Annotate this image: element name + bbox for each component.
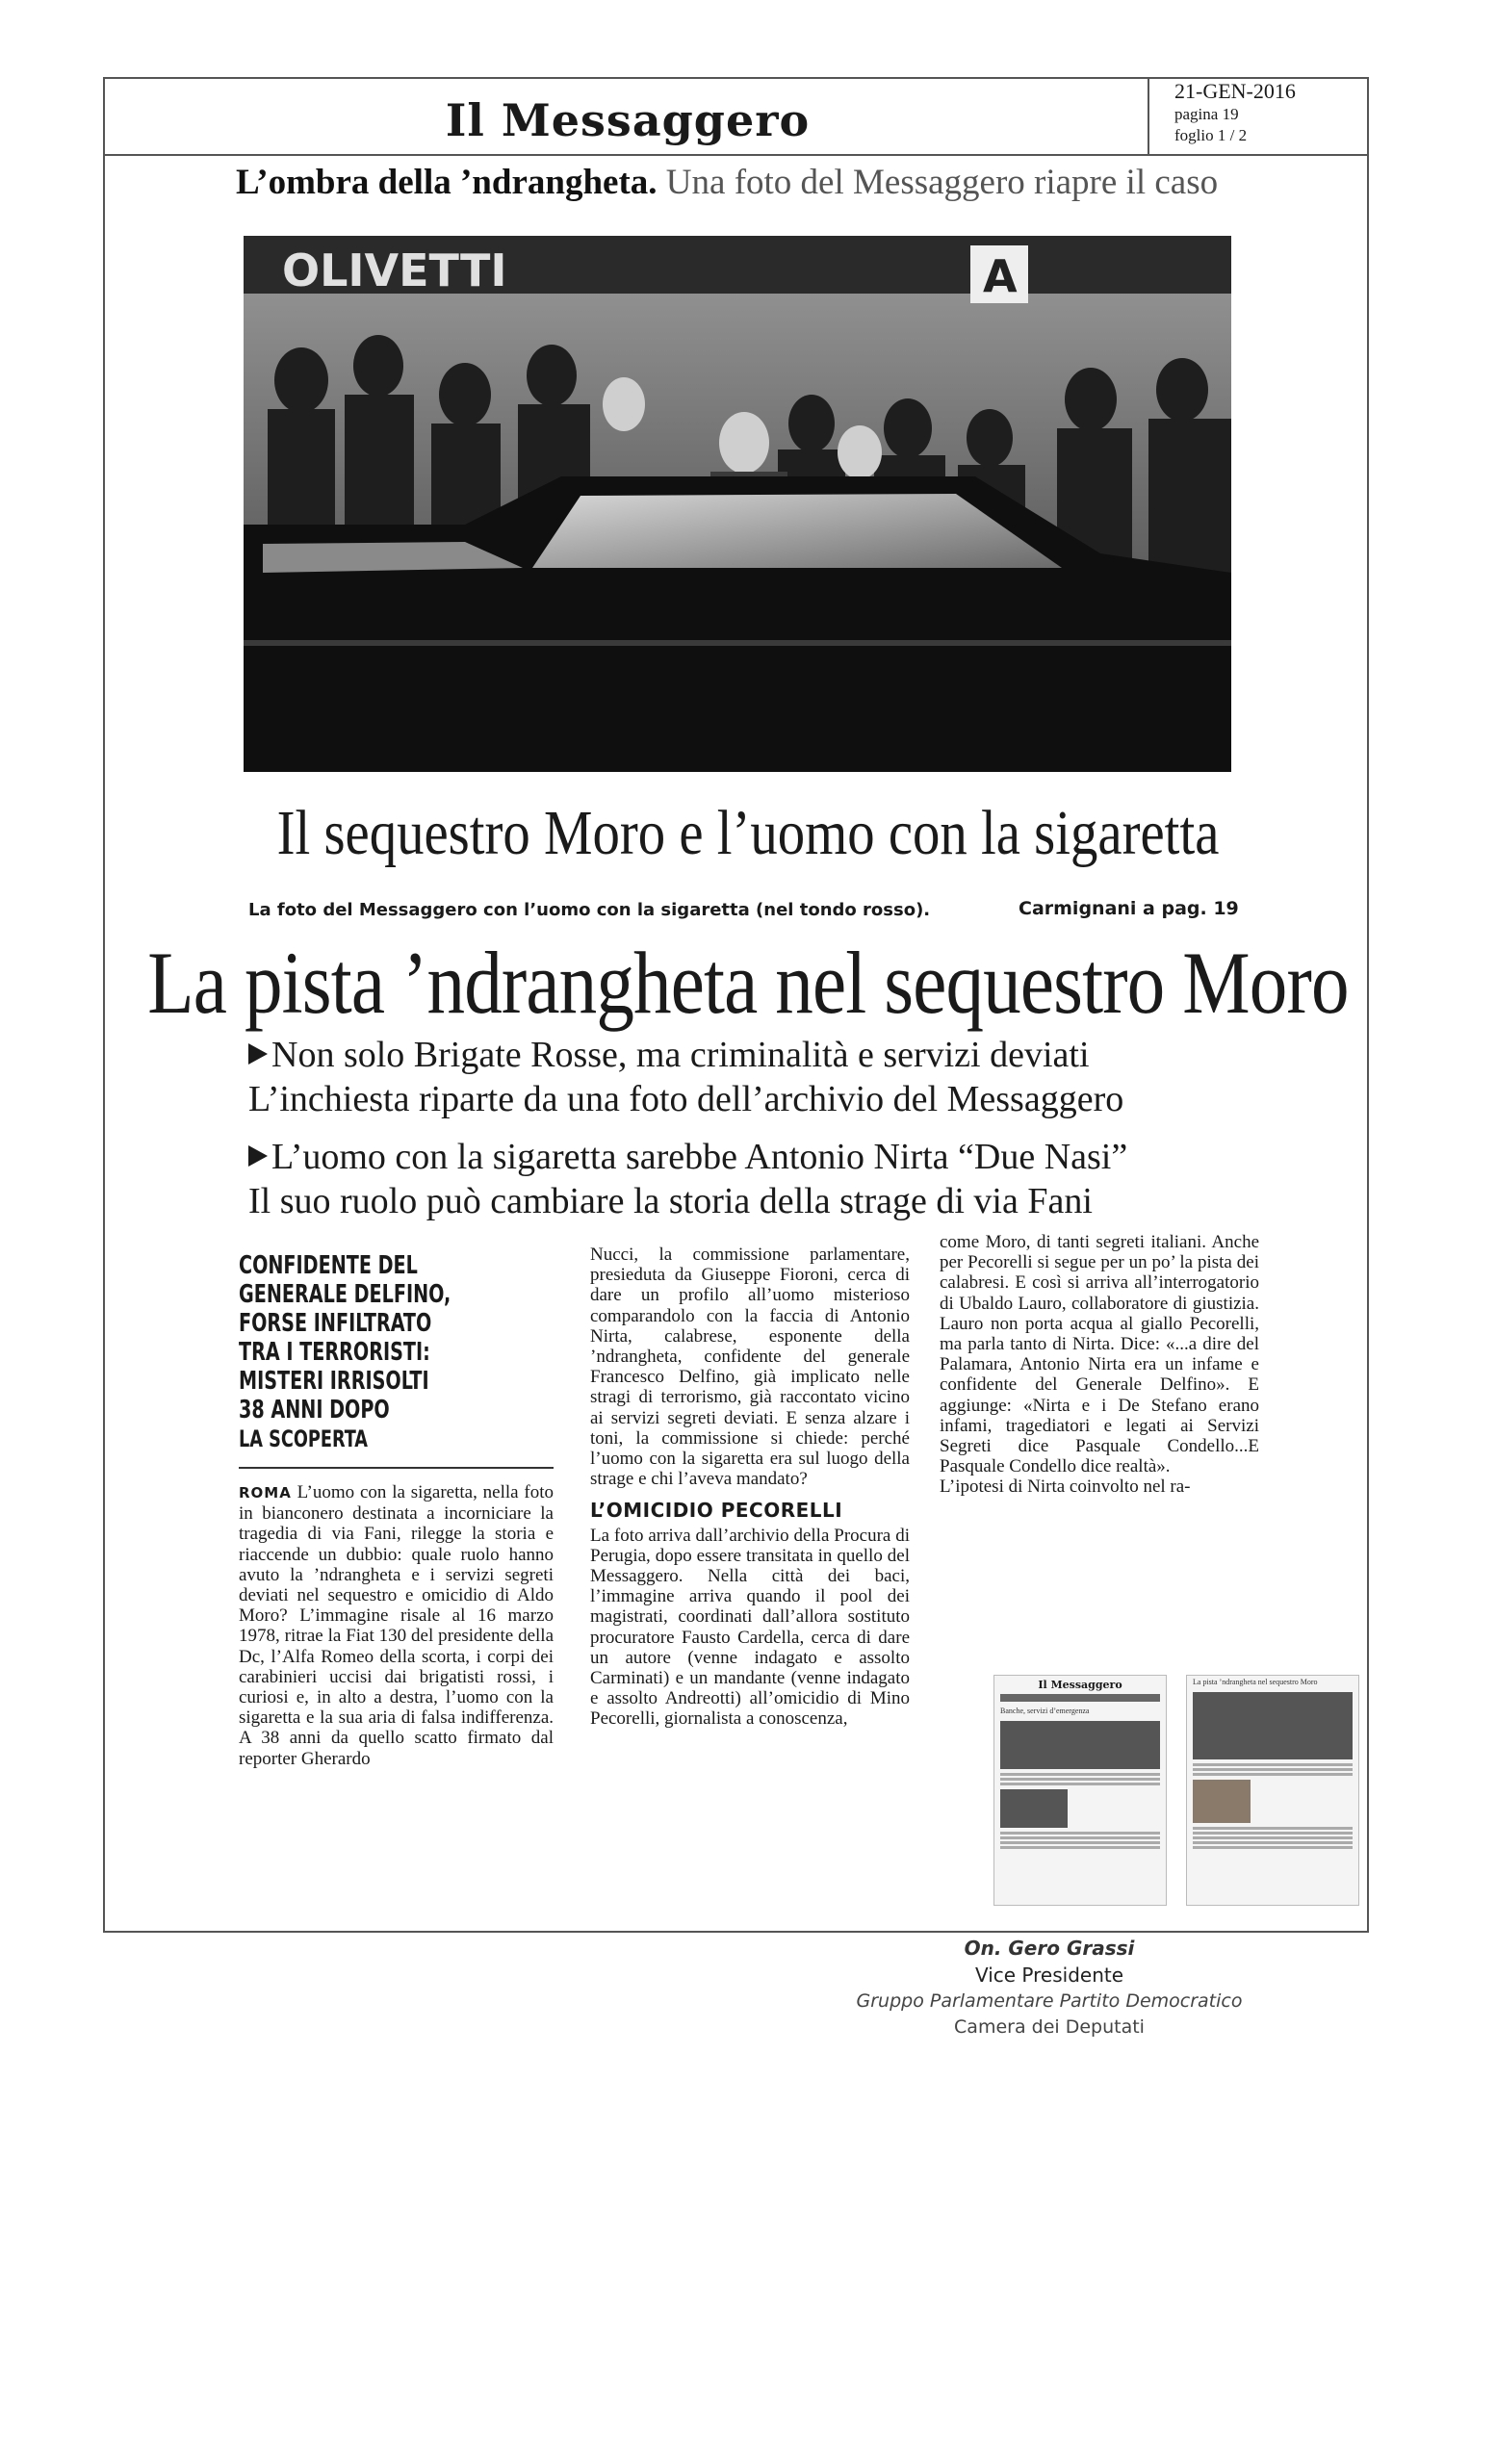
thumbnail-title: La pista ’ndrangheta nel sequestro Moro — [1193, 1678, 1318, 1686]
subheadline: Il sequestro Moro e l’uomo con la sigaretta — [276, 798, 1220, 868]
thumbnail-masthead: Il Messaggero — [1038, 1679, 1122, 1691]
clipping-sheet: foglio 1 / 2 — [1174, 126, 1248, 144]
clipping-header — [103, 77, 1369, 156]
clipping-date: 21-GEN-2016 — [1174, 79, 1296, 103]
article-text-col1 — [239, 1482, 554, 1769]
deck-block-1 — [248, 1033, 1259, 1121]
caption-page-reference: Carmignani a pag. 19 — [1019, 898, 1239, 919]
triangle-bullet-icon — [248, 1043, 268, 1065]
article-text: come Moro, di tanti segreti italiani. Anche per Pecorelli si segue per un po’ la pista dei calabresi. E così si arriva all’interrogatorio di Ubaldo Lauro, collaboratore di giustizia. Lauro non porta acqua al giallo Pecorelli, ma parla tanto di Nirta. Dice: «...a dire del Palamara, Antonio Nirta era un infame e confidente del Generale Delfino». E aggiunge: «Nirta e i De Stefano erano infami, tragediatori e legati ai Servizi Segreti dice Pasquale Condello...E Pasquale Condello dice realtà». — [940, 1232, 1259, 1477]
signature-group: Gruppo Parlamentare Partito Democratico — [856, 1990, 1243, 2012]
deck-2-line-2: Il suo ruolo può cambiare la storia della strage di via Fani — [248, 1181, 1093, 1221]
clipping-page: pagina 19 — [1174, 105, 1239, 123]
front-page-thumbnail — [993, 1675, 1167, 1906]
deck-2-line-1: L’uomo con la sigaretta sarebbe Antonio Nirta “Due Nasi” — [271, 1137, 1128, 1177]
kicker-light: Una foto del Messaggero riapre il caso — [665, 163, 1219, 202]
dateline: ROMA — [239, 1484, 292, 1502]
masthead-logo: Il Messaggero — [445, 94, 811, 146]
article-text: L’ipotesi di Nirta coinvolto nel ra- — [940, 1476, 1191, 1498]
sidehead-line: LA SCOPERTA — [239, 1425, 369, 1452]
sidehead-line: 38 ANNI DOPO — [239, 1396, 390, 1424]
headline: La pista ’ndrangheta nel sequestro Moro — [147, 934, 1349, 1032]
sidehead-line: CONFIDENTE DEL — [239, 1251, 418, 1280]
thumbnail-title: Banche, servizi d’emergenza — [1000, 1707, 1090, 1715]
deck-1-line-2: L’inchiesta riparte da una foto dell’archivio del Messaggero — [248, 1079, 1124, 1119]
sidehead-line: GENERALE DELFINO, — [239, 1280, 451, 1309]
clipping-meta — [1148, 77, 1369, 154]
article-text: La foto arriva dall’archivio della Procura di Perugia, dopo essere transitata in quello del Messaggero. Nella città dei baci, l’immagine arriva quando il pool dei magistrati, coordinati dall’allora sostituto procuratore Fausto Cardella, cerca di dare un autore (venne indagato e assolto Carminati) e un mandante (venne indagato e assolto Andreotti) all’omicidio di Mino Pecorelli, giornalista a conoscenza, — [590, 1525, 910, 1730]
sidebar-headline — [239, 1251, 555, 1453]
photo-caption: La foto del Messaggero con l’uomo con la sigaretta (nel tondo rosso). — [248, 900, 931, 920]
signature-role: Vice Presidente — [974, 1964, 1124, 1987]
article-text: L’uomo con la sigaretta, nella foto in bianconero destinata a incorniciare la tragedia di via Fani, rilegge la storia e riaccende un dubbio: quale ruolo hanno avuto la ’ndrangheta e i servizi segreti deviati nel sequestro e omicidio di Aldo Moro? L’immagine risale al 16 marzo 1978, ritrae la Fiat 130 del presidente della Dc, l’Alfa Romeo della scorta, i corpi dei carabinieri uccisi dai brigatisti rossi, i curiosi e, in alto a destra, l’uomo con la sigaretta e la sua aria di falsa indifferenza. A 38 anni da quello scatto firmato dal reporter Gherardo — [239, 1482, 555, 1769]
photo-sign-text: OLIVETTI — [282, 244, 507, 296]
kicker — [236, 162, 1218, 203]
photo-sign-letter: A — [983, 250, 1018, 302]
article-subhead: L’OMICIDIO PECORELLI — [590, 1499, 843, 1523]
article-text: Nucci, la commissione parlamentare, presieduta da Giuseppe Fioroni, cerca di dare un profilo all’uomo misterioso comparandolo con la faccia di Antonio Nirta, calabrese, esponente della ’ndrangheta, confidente del generale Francesco Delfino, già implicato nelle stragi di terrorismo, già raccontato vicino ai servizi segreti deviati. E senza alzare i toni, la commissione si chiede: perché l’uomo con la sigaretta era sul luogo della strage e chi l’aveva mandato? — [590, 1245, 910, 1490]
signature-chamber: Camera dei Deputati — [954, 2016, 1145, 2038]
column-divider — [239, 1467, 554, 1469]
inside-page-thumbnail — [1186, 1675, 1359, 1906]
article-column-3 — [940, 1232, 1259, 1498]
page-thumbnails — [993, 1675, 1364, 1906]
sidehead-line: TRA I TERRORISTI: — [239, 1338, 430, 1367]
news-photo — [244, 236, 1231, 772]
article-column-1 — [239, 1251, 554, 1769]
deck-1-line-1: Non solo Brigate Rosse, ma criminalità e servizi deviati — [271, 1035, 1090, 1075]
article-column-2 — [590, 1245, 910, 1730]
sidehead-line: MISTERI IRRISOLTI — [239, 1367, 429, 1396]
kicker-bold: L’ombra della ’ndrangheta. — [236, 163, 658, 202]
deck-block-2 — [248, 1135, 1259, 1223]
triangle-bullet-icon — [248, 1145, 268, 1167]
news-photo-image — [244, 236, 1231, 772]
signature-name: On. Gero Grassi — [964, 1937, 1135, 1960]
sidehead-line: FORSE INFILTRATO — [239, 1309, 432, 1338]
